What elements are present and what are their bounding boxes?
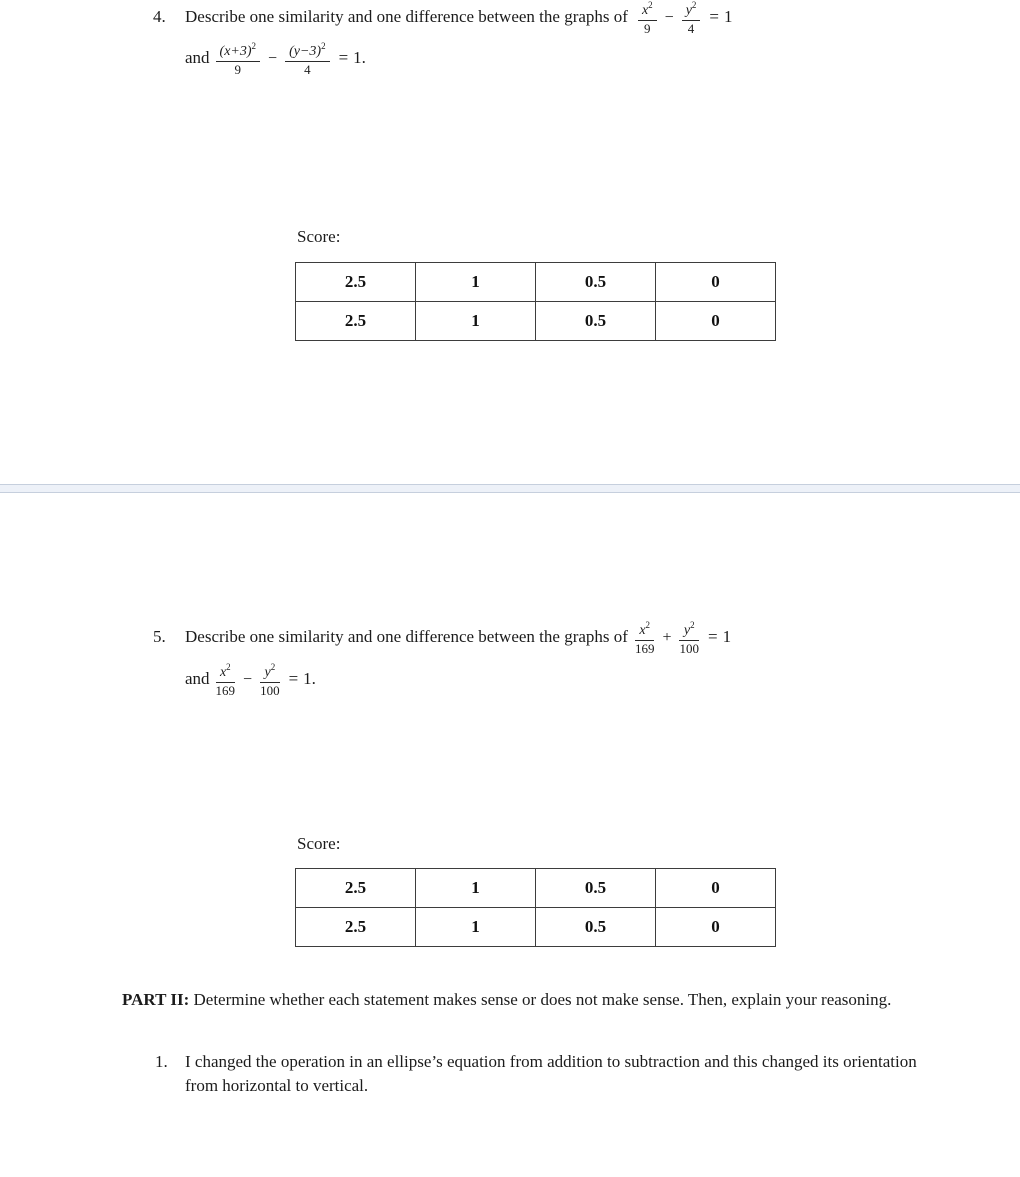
question-4-and: and [185,48,210,68]
fraction: $\frac{(x+3)^2}{9}$ [216,42,261,76]
score-cell: 0 [656,302,776,341]
score-cell: 0.5 [536,869,656,908]
fraction: $\frac{(y-3)^2}{4}$ [285,42,330,76]
table-row [296,908,776,947]
question-5-line-1 [153,621,731,655]
question-5-prompt: Describe one similarity and one difference between the graphs of [185,627,628,647]
score-cell: 1 [416,908,536,947]
minus-operator: − [243,671,253,689]
equals-sign: = [288,669,299,689]
equals-sign: = [707,627,718,647]
score-cell: 1 [416,263,536,302]
plus-operator: + [662,629,672,647]
question-4-equation-2: $\frac{(x+3)^2}{9}$ − $\frac{(y-3)^2}{4}$ = 1. [214,48,366,67]
equals-sign: = [338,48,349,68]
table-row [296,869,776,908]
question-5-and: and [185,669,210,689]
score-cell: 1 [416,302,536,341]
part-2-instructions [122,988,917,1012]
part-2-item-1-number: 1. [155,1052,168,1071]
score-cell: 2.5 [296,302,416,341]
page-break-divider [0,484,1020,493]
question-4-line-2 [185,42,366,76]
score-label-2: Score: [297,834,341,853]
score-table-1 [295,262,776,341]
score-cell: 0.5 [536,908,656,947]
question-5-equation-2: $\frac{x^2}{169}$ − $\frac{y^2}{100}$ = 1. [215,662,316,698]
equals-sign: = [709,7,719,27]
score-cell: 0 [656,869,776,908]
fraction: $\frac{y^2}{100}$ [260,662,280,698]
question-5-line-2 [185,663,316,697]
part-2-item-1-text: I changed the operation in an ellipse’s equation from addition to subtraction and this changed its orientation from horizontal to vertical. [185,1052,917,1095]
score-cell: 0 [656,263,776,302]
question-4-prompt: Describe one similarity and one difference between the graphs of [185,7,628,27]
question-4-line-1 [153,1,733,35]
fraction: $\frac{y^2}{4}$ [682,1,701,35]
score-cell: 1 [416,869,536,908]
minus-operator: − [268,50,278,68]
score-cell: 2.5 [296,908,416,947]
score-cell: 2.5 [296,869,416,908]
score-cell: 0.5 [536,263,656,302]
part-2-instruction-text: Determine whether each statement makes sense or does not make sense. Then, explain your reasoning. [189,990,892,1009]
fraction: $\frac{y^2}{100}$ [679,620,699,656]
score-cell: 0 [656,908,776,947]
score-label-1: Score: [297,227,341,246]
score-table-2 [295,868,776,947]
part-2-item-1 [155,1050,955,1098]
fraction: $\frac{x^2}{9}$ [638,1,657,35]
table-row [296,263,776,302]
score-cell: 2.5 [296,263,416,302]
fraction: $\frac{x^2}{169}$ [215,662,236,698]
minus-operator: − [664,9,674,27]
question-4-equation-1: $\frac{x^2}{9}$ − $\frac{y^2}{4}$ = 1 [636,7,733,26]
score-cell: 0.5 [536,302,656,341]
question-5-number: 5. [153,627,166,647]
question-5-equation-1: $\frac{x^2}{169}$ + $\frac{y^2}{100}$ = 1 [634,620,732,656]
question-4-number: 4. [153,7,166,27]
part-2-heading: PART II: [122,990,190,1009]
fraction: $\frac{x^2}{169}$ [634,620,655,656]
table-row [296,302,776,341]
